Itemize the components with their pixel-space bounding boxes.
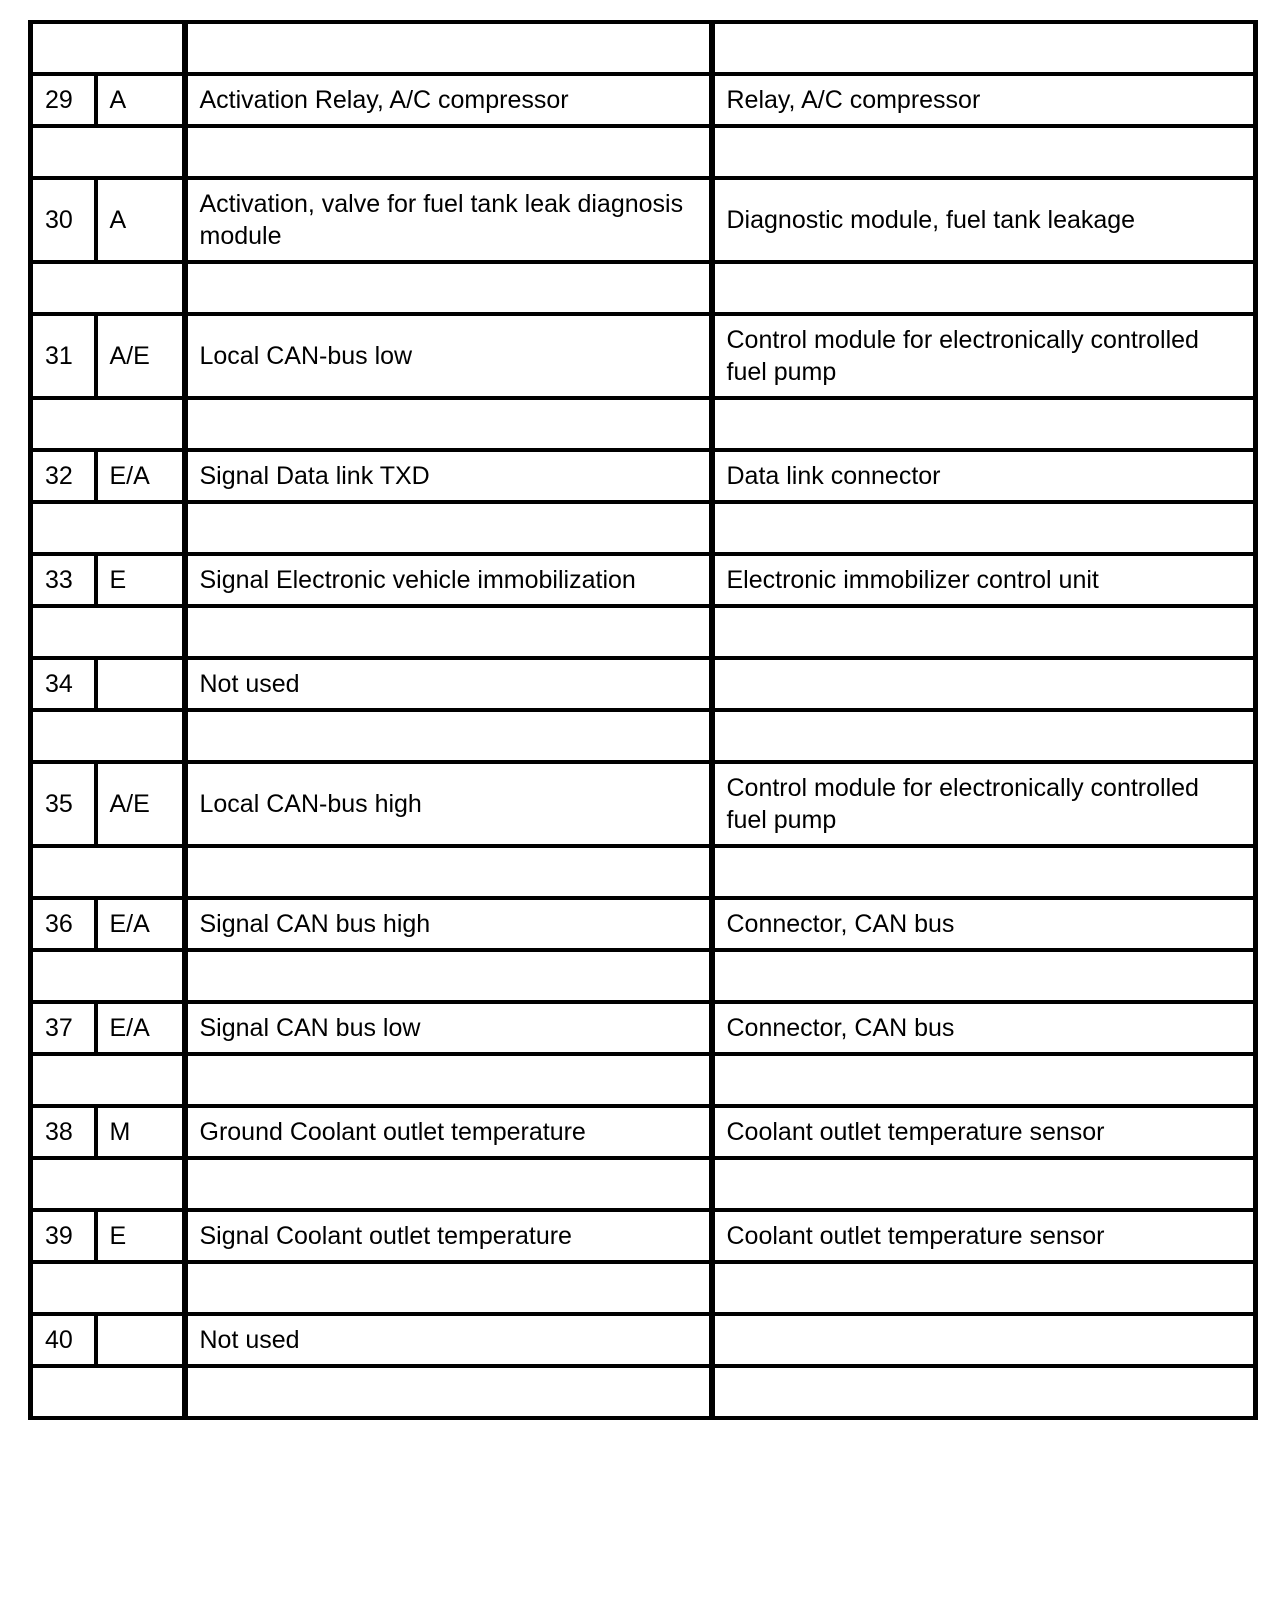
component-cell: Coolant outlet temperature sensor: [712, 1106, 1256, 1158]
empty-cell: [31, 1366, 185, 1418]
signal-type-cell: [96, 658, 185, 710]
empty-cell: [31, 502, 185, 554]
component-cell: [712, 1314, 1256, 1366]
signal-type-cell: E/A: [96, 898, 185, 950]
empty-cell: [712, 22, 1256, 74]
component-cell: [712, 658, 1256, 710]
empty-cell: [31, 262, 185, 314]
pin-number-cell: 37: [31, 1002, 96, 1054]
empty-cell: [185, 22, 712, 74]
signal-type-cell: E: [96, 554, 185, 606]
pin-number-cell: 36: [31, 898, 96, 950]
table-row: [31, 1106, 1256, 1158]
signal-type-cell: A: [96, 74, 185, 126]
description-cell: Signal Electronic vehicle immobilization: [185, 554, 712, 606]
table-row: [31, 554, 1256, 606]
component-cell: Connector, CAN bus: [712, 1002, 1256, 1054]
pin-number-cell: 39: [31, 1210, 96, 1262]
table-row: [31, 658, 1256, 710]
empty-cell: [31, 126, 185, 178]
spacer-row: [31, 502, 1256, 554]
description-cell: Not used: [185, 1314, 712, 1366]
empty-cell: [185, 846, 712, 898]
table-row: [31, 1210, 1256, 1262]
table-body: [31, 22, 1256, 1418]
empty-cell: [31, 22, 185, 74]
empty-cell: [712, 126, 1256, 178]
pin-assignment-table: [28, 20, 1258, 1420]
empty-cell: [185, 398, 712, 450]
signal-type-cell: [96, 1314, 185, 1366]
component-cell: Coolant outlet temperature sensor: [712, 1210, 1256, 1262]
table-row: [31, 898, 1256, 950]
empty-cell: [712, 1054, 1256, 1106]
table-row: [31, 178, 1256, 262]
signal-type-cell: E/A: [96, 1002, 185, 1054]
pin-number-cell: 29: [31, 74, 96, 126]
table-row: [31, 74, 1256, 126]
empty-cell: [712, 1158, 1256, 1210]
empty-cell: [712, 262, 1256, 314]
empty-cell: [712, 846, 1256, 898]
empty-cell: [712, 1262, 1256, 1314]
spacer-row: [31, 262, 1256, 314]
description-cell: Ground Coolant outlet temperature: [185, 1106, 712, 1158]
description-cell: Local CAN-bus low: [185, 314, 712, 398]
signal-type-cell: E: [96, 1210, 185, 1262]
signal-type-cell: E/A: [96, 450, 185, 502]
table-row: [31, 450, 1256, 502]
empty-cell: [185, 502, 712, 554]
empty-cell: [185, 950, 712, 1002]
table-row: [31, 314, 1256, 398]
empty-cell: [712, 606, 1256, 658]
pin-number-cell: 30: [31, 178, 96, 262]
empty-cell: [31, 846, 185, 898]
signal-type-cell: A/E: [96, 762, 185, 846]
signal-type-cell: A/E: [96, 314, 185, 398]
description-cell: Activation Relay, A/C compressor: [185, 74, 712, 126]
table-row: [31, 762, 1256, 846]
empty-cell: [185, 710, 712, 762]
component-cell: Relay, A/C compressor: [712, 74, 1256, 126]
empty-cell: [185, 1262, 712, 1314]
description-cell: Signal Data link TXD: [185, 450, 712, 502]
signal-type-cell: A: [96, 178, 185, 262]
pin-number-cell: 34: [31, 658, 96, 710]
description-cell: Activation, valve for fuel tank leak diagnosis module: [185, 178, 712, 262]
empty-cell: [185, 1366, 712, 1418]
component-cell: Diagnostic module, fuel tank leakage: [712, 178, 1256, 262]
description-cell: Signal CAN bus high: [185, 898, 712, 950]
spacer-row: [31, 22, 1256, 74]
pin-number-cell: 40: [31, 1314, 96, 1366]
spacer-row: [31, 1054, 1256, 1106]
empty-cell: [712, 710, 1256, 762]
spacer-row: [31, 710, 1256, 762]
empty-cell: [31, 1054, 185, 1106]
description-cell: Signal Coolant outlet temperature: [185, 1210, 712, 1262]
empty-cell: [31, 606, 185, 658]
empty-cell: [31, 1158, 185, 1210]
empty-cell: [185, 126, 712, 178]
empty-cell: [31, 710, 185, 762]
pin-number-cell: 35: [31, 762, 96, 846]
pin-number-cell: 38: [31, 1106, 96, 1158]
component-cell: Control module for electronically controlled fuel pump: [712, 762, 1256, 846]
empty-cell: [185, 1158, 712, 1210]
description-cell: Not used: [185, 658, 712, 710]
component-cell: Control module for electronically controlled fuel pump: [712, 314, 1256, 398]
empty-cell: [712, 398, 1256, 450]
empty-cell: [712, 502, 1256, 554]
empty-cell: [185, 606, 712, 658]
signal-type-cell: M: [96, 1106, 185, 1158]
table-row: [31, 1002, 1256, 1054]
empty-cell: [712, 950, 1256, 1002]
empty-cell: [185, 262, 712, 314]
table-row: [31, 1314, 1256, 1366]
pin-number-cell: 31: [31, 314, 96, 398]
spacer-row: [31, 398, 1256, 450]
spacer-row: [31, 950, 1256, 1002]
spacer-row: [31, 1262, 1256, 1314]
empty-cell: [712, 1366, 1256, 1418]
empty-cell: [31, 398, 185, 450]
pin-number-cell: 33: [31, 554, 96, 606]
component-cell: Connector, CAN bus: [712, 898, 1256, 950]
empty-cell: [31, 950, 185, 1002]
component-cell: Electronic immobilizer control unit: [712, 554, 1256, 606]
pin-number-cell: 32: [31, 450, 96, 502]
spacer-row: [31, 1158, 1256, 1210]
empty-cell: [185, 1054, 712, 1106]
spacer-row: [31, 606, 1256, 658]
empty-cell: [31, 1262, 185, 1314]
description-cell: Signal CAN bus low: [185, 1002, 712, 1054]
spacer-row: [31, 126, 1256, 178]
component-cell: Data link connector: [712, 450, 1256, 502]
spacer-row: [31, 1366, 1256, 1418]
spacer-row: [31, 846, 1256, 898]
description-cell: Local CAN-bus high: [185, 762, 712, 846]
